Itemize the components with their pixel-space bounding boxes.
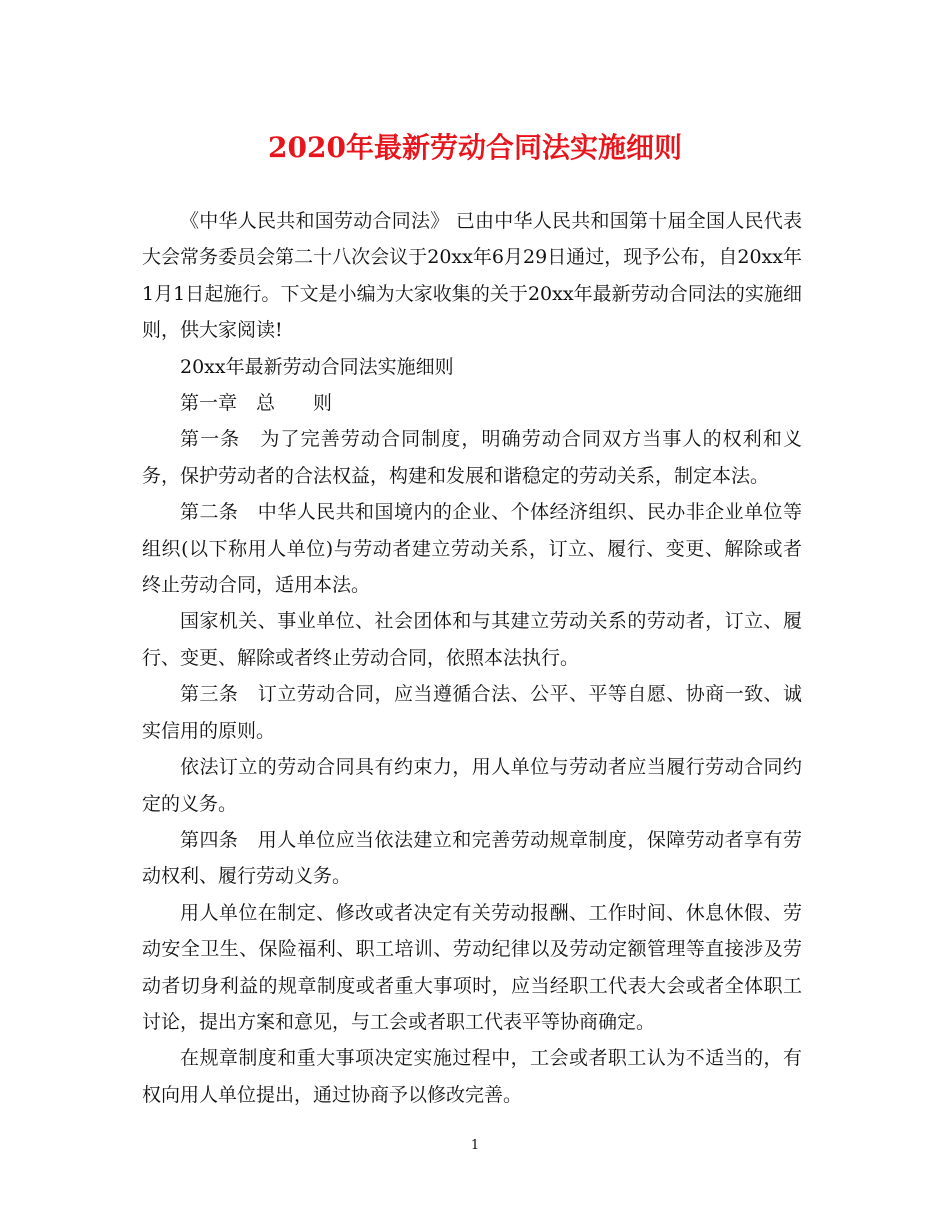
chapter-heading: 第一章 总 则 — [180, 392, 333, 415]
paragraph-intro: 《中华人民共和国劳动合同法》 已由中华人民共和国第十届全国人民代表大会常务委员会第二十八次会议于20xx年6月29日通过，现予公布，自20xx年1月1日起施行。下文是小编为大家收集的关于20xx年最新劳动合同法的实施细则，供大家阅读! — [142, 210, 802, 342]
article-2: 第二条 中华人民共和国境内的企业、个体经济组织、民办非企业单位等组织(以下称用人单位)与劳动者建立劳动关系，订立、履行、变更、解除或者终止劳动合同，适用本法。 — [142, 501, 802, 597]
article-1: 第一条 为了完善劳动合同制度，明确劳动合同双方当事人的权利和义务，保护劳动者的合法权益，构建和发展和谐稳定的劳动关系，制定本法。 — [142, 428, 802, 487]
article-3: 第三条 订立劳动合同，应当遵循合法、公平、平等自愿、协商一致、诚实信用的原则。 — [142, 683, 802, 742]
paragraph-subtitle: 20xx年最新劳动合同法实施细则 — [180, 355, 454, 378]
article-4-paragraph-3: 在规章制度和重大事项决定实施过程中，工会或者职工认为不适当的，有权向用人单位提出，通过协商予以修改完善。 — [142, 1047, 802, 1106]
article-3-paragraph-2: 依法订立的劳动合同具有约束力，用人单位与劳动者应当履行劳动合同约定的义务。 — [142, 756, 802, 815]
article-2-paragraph-2: 国家机关、事业单位、社会团体和与其建立劳动关系的劳动者，订立、履行、变更、解除或者终止劳动合同，依照本法执行。 — [142, 610, 802, 669]
document-title: 2020年最新劳动合同法实施细则 — [268, 131, 682, 164]
page-number: 1 — [470, 1138, 480, 1153]
article-4: 第四条 用人单位应当依法建立和完善劳动规章制度，保障劳动者享有劳动权利、履行劳动义务。 — [142, 828, 802, 888]
document-body — [142, 203, 802, 1113]
article-4-paragraph-2: 用人单位在制定、修改或者决定有关劳动报酬、工作时间、休息休假、劳动安全卫生、保险福利、职工培训、劳动纪律以及劳动定额管理等直接涉及劳动者切身利益的规章制度或者重大事项时，应当经职工代表大会或者全体职工讨论，提出方案和意见，与工会或者职工代表平等协商确定。 — [142, 901, 802, 1033]
